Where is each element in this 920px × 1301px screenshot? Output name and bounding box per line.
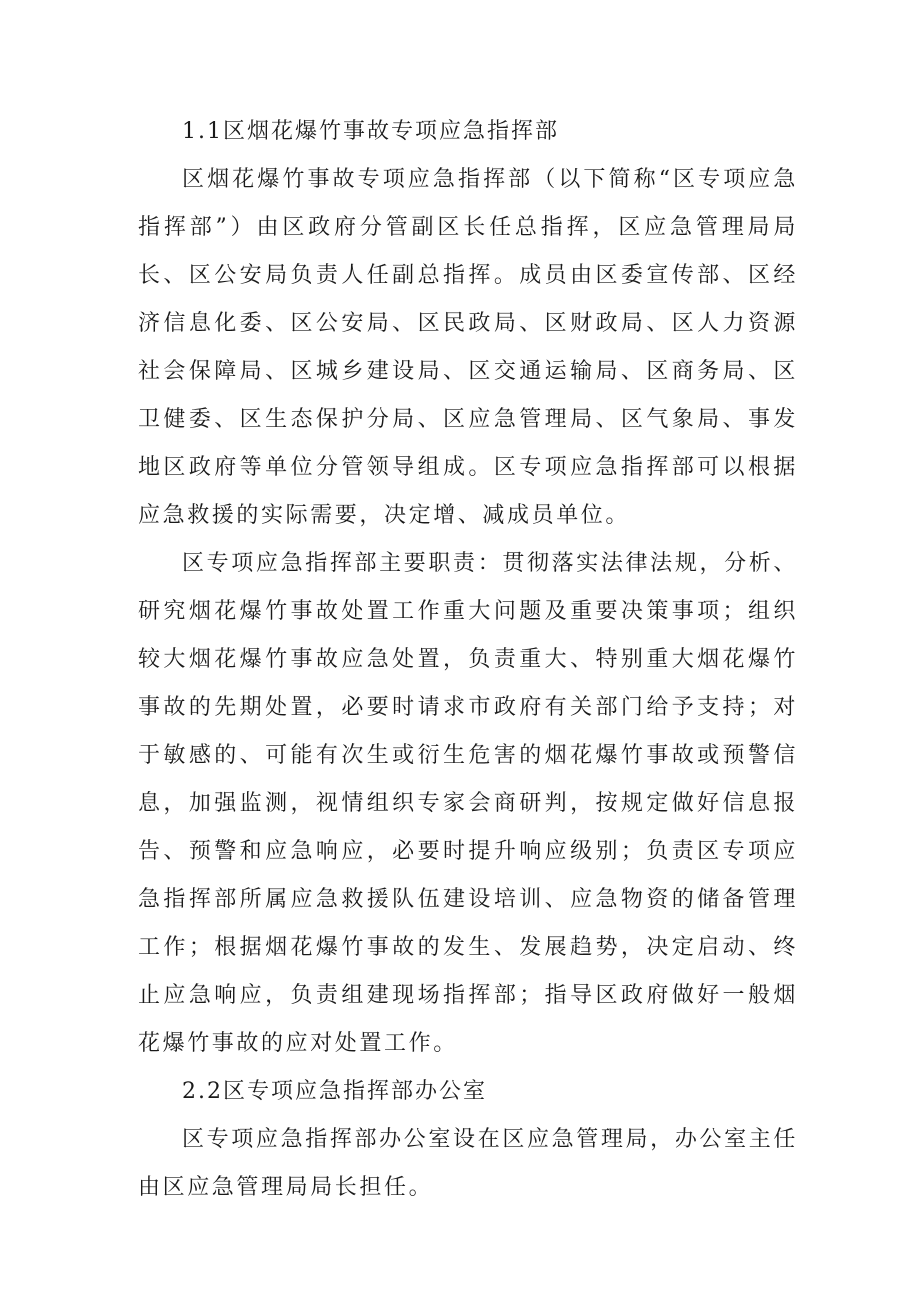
paragraph-office: 区专项应急指挥部办公室设在区应急管理局，办公室主任由区应急管理局局长担任。: [138, 1127, 798, 1200]
document-page: [138, 108, 798, 1212]
paragraph-command-duties: 区专项应急指挥部主要职责：贯彻落实法律法规，分析、研究烟花爆竹事故处置工作重大问题及重要决策事项；组织较大烟花爆竹事故应急处置，负责重大、特别重大烟花爆竹事故的先期处置，必要时请求市政府有关部门给予支持；对于敏感的、可能有次生或衍生危害的烟花爆竹事故或预警信息，加强监测，视情组织专家会商研判，按规定做好信息报告、预警和应急响应，必要时提升响应级别；负责区专项应急指挥部所属应急救援队伍建设培训、应急物资的储备管理工作；根据烟花爆竹事故的发生、发展趋势，决定启动、终止应急响应，负责组建现场指挥部；指导区政府做好一般烟花爆竹事故的应对处置工作。: [138, 551, 798, 1056]
paragraph-command-composition: 区烟花爆竹事故专项应急指挥部（以下简称“区专项应急指挥部”）由区政府分管副区长任总指挥，区应急管理局局长、区公安局负责人任副总指挥。成员由区委宣传部、区经济信息化委、区公安局、区民政局、区财政局、区人力资源社会保障局、区城乡建设局、区交通运输局、区商务局、区卫健委、区生态保护分局、区应急管理局、区气象局、事发地区政府等单位分管领导组成。区专项应急指挥部可以根据应急救援的实际需要，决定增、减成员单位。: [138, 167, 798, 528]
section-heading-2-2: 2.2区专项应急指挥部办公室: [182, 1079, 487, 1104]
section-heading-1-1: 1.1区烟花爆竹事故专项应急指挥部: [182, 119, 559, 144]
